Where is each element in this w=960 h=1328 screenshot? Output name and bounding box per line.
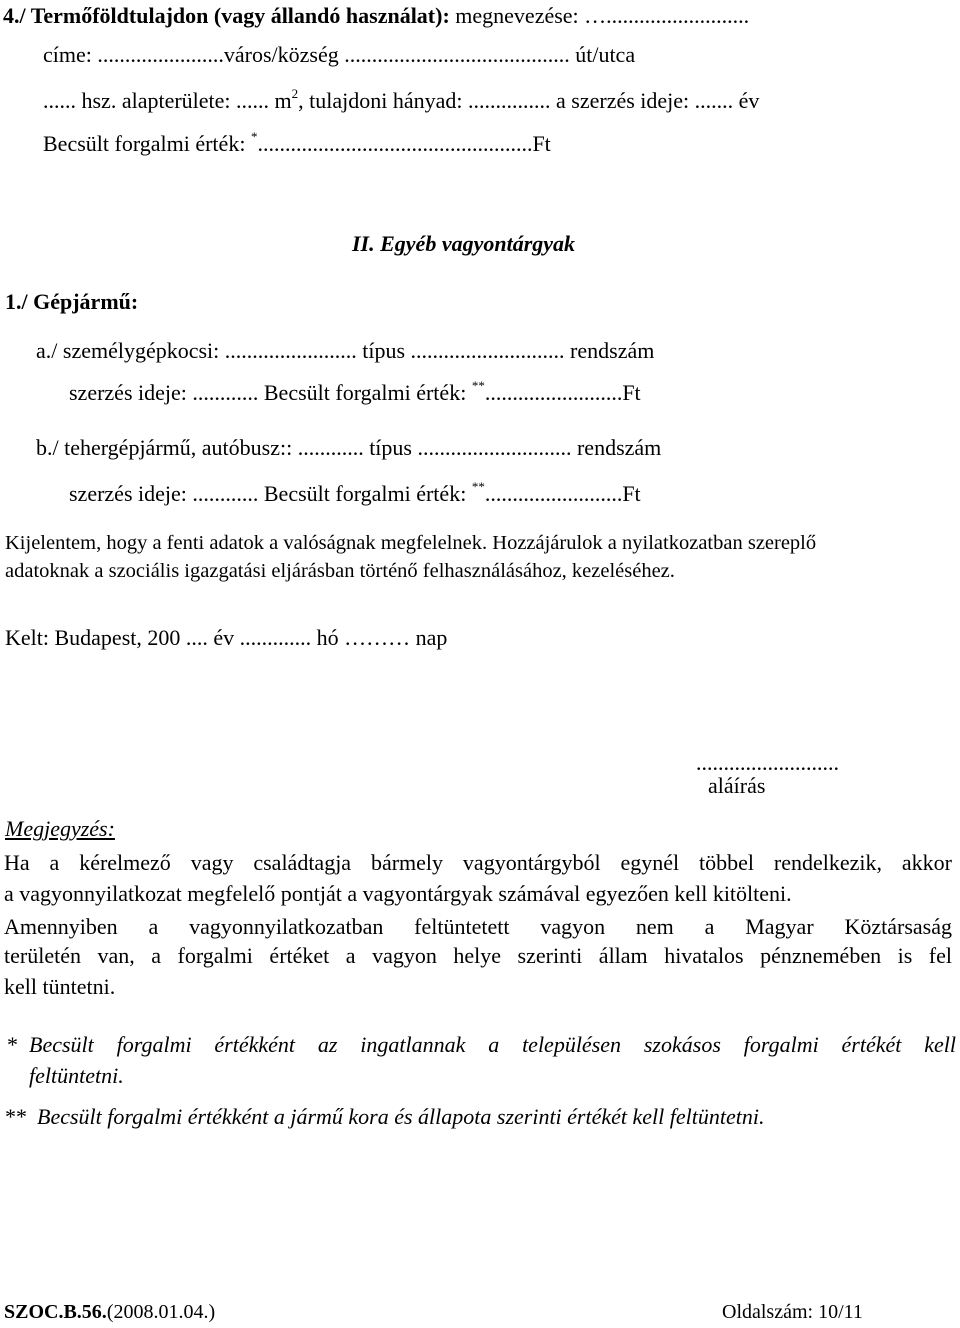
notes-p1-line-2: a vagyonnyilatkozat megfelelő pontját a vagyontárgyak számával egyezően kell kitölteni. [4,881,792,906]
footnote-2-text: Becsült forgalmi értékként a jármű kora és állapota szerinti értékét kell feltüntetni. [37,1104,765,1129]
declaration-line-1: Kijelentem, hogy a fenti adatok a valóságnak megfelelnek. Hozzájárulok a nyilatkozatban szereplő [5,532,817,554]
car-value-field: .........................Ft [484,380,641,405]
footnote-1-line-2: feltüntetni. [29,1063,124,1088]
notes-p1-line-1: Ha a kérelmező vagy családtagja bármely vagyontárgyból egynél többel rendelkezik, akkor [4,850,952,875]
form-code [4,1300,215,1324]
footnote-marker: ** [471,378,485,393]
footnote-1-line-1: Becsült forgalmi értékként az ingatlannak a településen szokásos forgalmi értékét kell [29,1032,956,1057]
notes-p2-line-2: területén van, a forgalmi értéket a vagyon helye szerinti állam hivatalos pénznemében is fel [4,943,952,968]
section-4-address-line: címe: .......................város/község ......................................... út/utca [43,42,636,67]
signature-dots: .......................... [696,750,839,775]
truck-value-line [69,481,960,507]
section-4-value-line [43,131,960,157]
date-line: Kelt: Budapest, 200 .... év ............. hó ……… nap [5,625,448,650]
notes-p2-line-3: kell tüntetni. [4,974,116,999]
footnote-1-marker: * [7,1032,18,1057]
form-code-date: (2008.01.04.) [106,1301,216,1323]
page-number: Oldalszám: 10/11 [722,1301,863,1323]
form-code-id: SZOC.B.56. [4,1301,107,1323]
area-unit-superscript: 2 [291,86,299,101]
truck-line: b./ tehergépjármű, autóbusz:: ............ típus ............................ rendszám [36,435,662,460]
car-value-line [69,380,960,406]
signature-label: aláírás [708,773,766,798]
footnote-2-marker: ** [5,1104,27,1129]
car-value-label: szerzés ideje: ............ Becsült forgalmi érték: [69,380,472,405]
truck-value-label: szerzés ideje: ............ Becsült forgalmi érték: [69,481,472,506]
footnote-marker: ** [471,479,485,494]
section-4-name-field: megnevezése: ….......................... [449,3,750,28]
section-4-heading [3,3,960,29]
truck-value-field: .........................Ft [484,481,641,506]
vehicle-heading: 1./ Gépjármű: [5,289,139,314]
notes-p2-line-1: Amennyiben a vagyonnyilatkozatban feltüntetett vagyon nem a Magyar Köztársaság [4,914,952,939]
footnote-marker: * [250,129,258,144]
car-line: a./ személygépkocsi: ........................ típus ............................ rendszám [36,338,655,363]
value-label: Becsült forgalmi érték: [43,131,251,156]
section-4-title: 4./ Termőföldtulajdon (vagy állandó használat): [3,3,450,28]
notes-heading: Megjegyzés: [5,816,115,841]
area-label: ...... hsz. alapterülete: ...... m [43,88,292,113]
value-field: ..................................................Ft [257,131,551,156]
declaration-line-2: adatoknak a szociális igazgatási eljárásban történő felhasználásához, kezeléséhez. [5,560,675,582]
ownership-label: , tulajdoni hányad: ............... a szerzés ideje: ....... év [298,88,760,113]
section-2-title: II. Egyéb vagyontárgyak [352,231,576,256]
section-4-area-line [43,88,960,114]
